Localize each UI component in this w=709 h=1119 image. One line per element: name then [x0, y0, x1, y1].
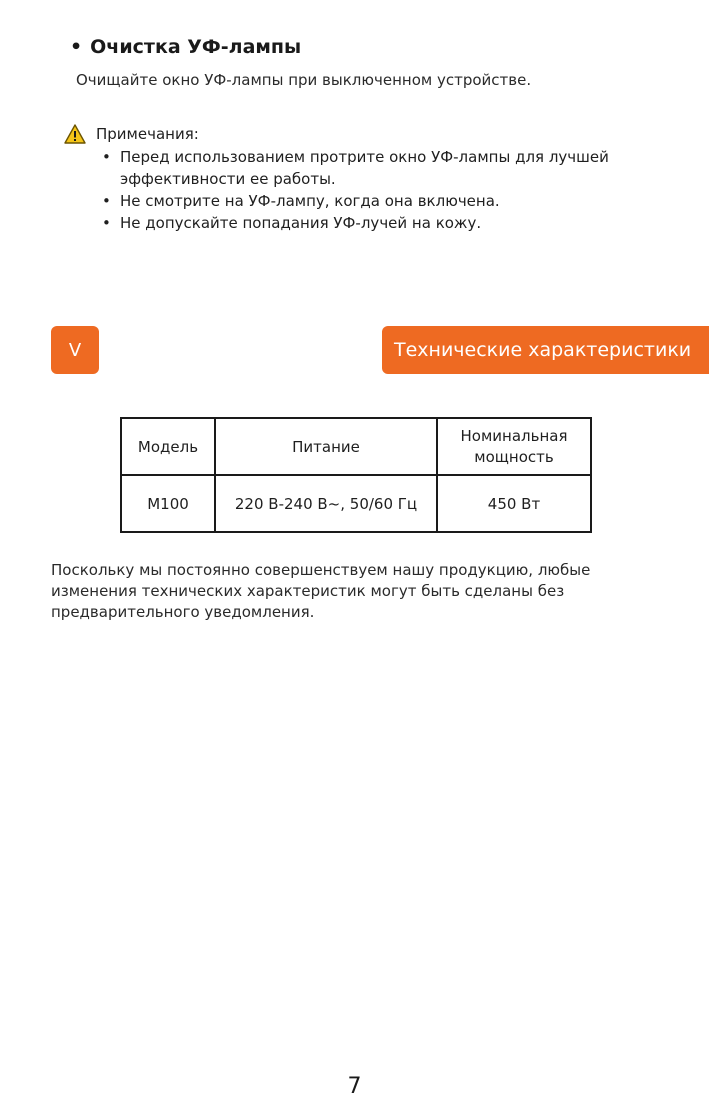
section-number-badge: V — [51, 326, 99, 374]
disclaimer-text: Поскольку мы постоянно совершенствуем нашу продукцию, любые изменения технических характеристик могут быть сделаны без предварительного уведомления. — [51, 561, 591, 621]
cell-power-supply: 220 В-240 В~, 50/60 Гц — [215, 475, 437, 532]
header-cell-model: Модель — [121, 418, 215, 475]
warning-triangle-icon — [64, 124, 86, 144]
note-item: • Не смотрите на УФ-лампу, когда она включена. — [102, 192, 500, 210]
note-text: Не смотрите на УФ-лампу, когда она включена. — [120, 192, 500, 210]
note-item: • Перед использованием протрите окно УФ-лампы для лучшей эффективности ее работы. — [102, 148, 609, 188]
header-cell-power-supply: Питание — [215, 418, 437, 475]
note-text: Перед использованием протрите окно УФ-лампы для лучшей эффективности ее работы. — [120, 148, 609, 188]
note-item: • Не допускайте попадания УФ-лучей на кожу. — [102, 214, 482, 232]
note-text: Не допускайте попадания УФ-лучей на кожу. — [120, 214, 482, 232]
heading-bullet: • — [70, 36, 83, 58]
notes-label: Примечания: — [96, 125, 199, 143]
section-heading — [70, 36, 301, 58]
section-title-banner: Технические характеристики — [382, 326, 709, 374]
cell-model: M100 — [121, 475, 215, 532]
cell-rated-power: 450 Вт — [437, 475, 591, 532]
table-row — [121, 475, 591, 532]
notes-list — [100, 146, 690, 234]
spec-table — [120, 417, 592, 533]
page-number: 7 — [347, 1074, 362, 1099]
header-cell-rated-power-text: Номинальная мощность — [460, 426, 568, 466]
header-cell-rated-power — [437, 418, 591, 475]
table-header-row — [121, 418, 591, 475]
heading-title: Очистка УФ-лампы — [90, 36, 302, 58]
intro-text: Очищайте окно УФ-лампы при выключенном устройстве. — [76, 71, 532, 89]
notes-header — [64, 124, 199, 144]
